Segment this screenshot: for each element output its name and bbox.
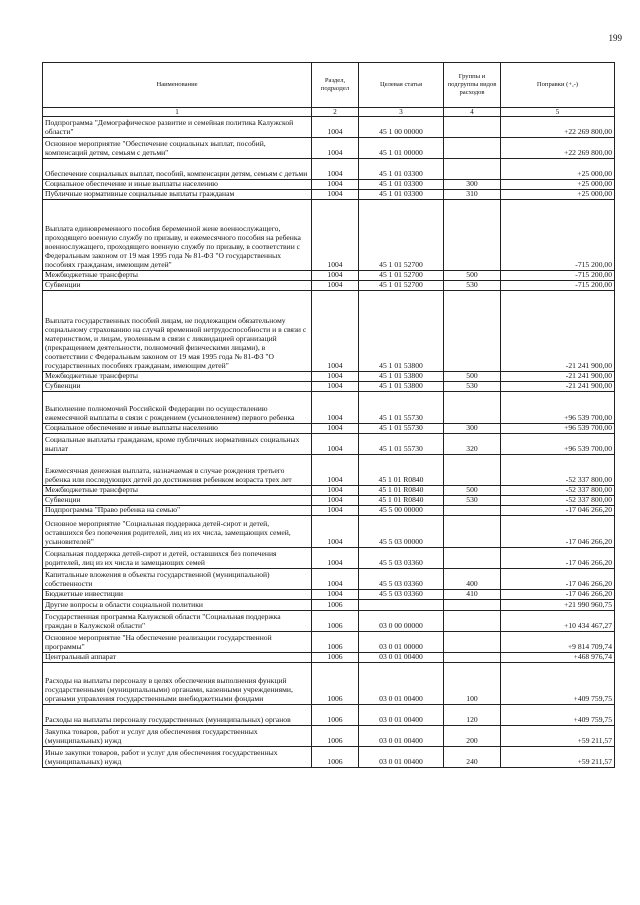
page-number: 199 [608, 33, 622, 43]
row-article: 03 0 01 00400 [359, 653, 444, 663]
column-number: 1 [43, 108, 312, 117]
row-section: 1004 [312, 424, 359, 434]
row-article: 03 0 01 00000 [359, 632, 444, 653]
row-name: Подпрограмма "Право ребенка на семью" [43, 506, 312, 516]
table-row [43, 455, 615, 486]
table-row [43, 486, 615, 496]
row-amount: +25 000,00 [501, 180, 615, 190]
row-article: 45 1 01 55730 [359, 424, 444, 434]
row-section: 1006 [312, 705, 359, 726]
row-expense-type [444, 138, 501, 159]
row-section: 1004 [312, 159, 359, 180]
table-row [43, 392, 615, 424]
row-name: Межбюджетные трансферты [43, 372, 312, 382]
row-section: 1006 [312, 632, 359, 653]
row-amount: +409 759,75 [501, 663, 615, 705]
table-row [43, 611, 615, 632]
row-article: 45 1 01 52700 [359, 200, 444, 271]
row-amount: -715 200,00 [501, 281, 615, 291]
row-expense-type: 530 [444, 496, 501, 506]
column-number: 2 [312, 108, 359, 117]
row-section: 1006 [312, 600, 359, 611]
table-row [43, 747, 615, 768]
row-amount: +10 434 467,27 [501, 611, 615, 632]
row-expense-type [444, 506, 501, 516]
row-expense-type: 300 [444, 424, 501, 434]
row-section: 1004 [312, 190, 359, 200]
row-amount: +59 211,57 [501, 747, 615, 768]
row-name: Социальная поддержка детей-сирот и детей, оставшихся без попечения родителей, лиц из их числа и замещающих семей [43, 548, 312, 569]
row-section: 1004 [312, 548, 359, 569]
row-amount: +22 269 800,00 [501, 117, 615, 138]
table-row [43, 653, 615, 663]
row-article: 45 1 00 00000 [359, 117, 444, 138]
row-amount: -17 046 266,20 [501, 590, 615, 600]
row-expense-type: 120 [444, 705, 501, 726]
row-section: 1006 [312, 747, 359, 768]
row-amount: -21 241 900,00 [501, 291, 615, 372]
row-article: 03 0 01 00400 [359, 726, 444, 747]
row-section: 1006 [312, 663, 359, 705]
row-name: Основное мероприятие "Обеспечение социальных выплат, пособий, компенсаций детям, семьям с детьми" [43, 138, 312, 159]
row-name: Центральный аппарат [43, 653, 312, 663]
row-expense-type: 500 [444, 372, 501, 382]
table-row [43, 516, 615, 548]
row-article: 45 1 01 03300 [359, 180, 444, 190]
row-article: 03 0 01 00400 [359, 747, 444, 768]
row-name: Капитальные вложения в объекты государственной (муниципальной) собственности [43, 569, 312, 590]
row-name: Социальное обеспечение и иные выплаты населению [43, 424, 312, 434]
row-article: 45 1 01 00000 [359, 138, 444, 159]
row-amount: +9 814 709,74 [501, 632, 615, 653]
row-expense-type [444, 653, 501, 663]
row-expense-type [444, 455, 501, 486]
table-row [43, 200, 615, 271]
row-amount: +59 211,57 [501, 726, 615, 747]
table-row [43, 663, 615, 705]
row-name: Государственная программа Калужской области "Социальная поддержка граждан в Калужской области" [43, 611, 312, 632]
row-amount: -715 200,00 [501, 271, 615, 281]
table-row [43, 705, 615, 726]
row-section: 1004 [312, 291, 359, 372]
table-row [43, 138, 615, 159]
table-row [43, 496, 615, 506]
row-name: Субвенции [43, 382, 312, 392]
row-section: 1006 [312, 653, 359, 663]
table-row [43, 117, 615, 138]
row-article: 45 5 03 00000 [359, 516, 444, 548]
row-section: 1004 [312, 486, 359, 496]
row-name: Выплата государственных пособий лицам, не подлежащим обязательному социальному страхованию на случай временной нетрудоспособности и в связи с материнством, и лицам, уволенным в связи с ликвидацией организаций (прекращением деятельности, полномочий физическими лицами), в соответствии с Федеральным законом от 19 мая 1995 года № 81-ФЗ "О государственных пособиях гражданам, имеющим детей" [43, 291, 312, 372]
table-row [43, 590, 615, 600]
column-number: 3 [359, 108, 444, 117]
table-row [43, 548, 615, 569]
row-expense-type [444, 291, 501, 372]
row-amount: -17 046 266,20 [501, 506, 615, 516]
row-name: Субвенции [43, 496, 312, 506]
row-amount: +96 539 700,00 [501, 434, 615, 455]
table-row [43, 382, 615, 392]
row-expense-type [444, 117, 501, 138]
row-name: Межбюджетные трансферты [43, 271, 312, 281]
row-amount: +468 976,74 [501, 653, 615, 663]
row-expense-type: 500 [444, 271, 501, 281]
row-article: 45 1 01 52700 [359, 281, 444, 291]
row-name: Основное мероприятие "Социальная поддержка детей-сирот и детей, оставшихся без попечения родителей, лиц из их числа, замещающих семей, усыновителей" [43, 516, 312, 548]
row-amount: +96 539 700,00 [501, 392, 615, 424]
row-expense-type: 300 [444, 180, 501, 190]
row-expense-type [444, 600, 501, 611]
row-expense-type: 410 [444, 590, 501, 600]
row-name: Публичные нормативные социальные выплаты гражданам [43, 190, 312, 200]
row-section: 1004 [312, 281, 359, 291]
row-section: 1004 [312, 590, 359, 600]
row-section: 1004 [312, 138, 359, 159]
row-name: Обеспечение социальных выплат, пособий, компенсации детям, семьям с детьми [43, 159, 312, 180]
row-article: 03 0 00 00000 [359, 611, 444, 632]
row-name: Другие вопросы в области социальной политики [43, 600, 312, 611]
row-article: 45 1 01 03300 [359, 159, 444, 180]
row-name: Подпрограмма "Демографическое развитие и семейная политика Калужской области" [43, 117, 312, 138]
table-row [43, 424, 615, 434]
row-section: 1004 [312, 569, 359, 590]
row-article: 45 1 01 R0840 [359, 486, 444, 496]
row-expense-type [444, 548, 501, 569]
row-section: 1004 [312, 496, 359, 506]
table-row [43, 281, 615, 291]
row-amount: -52 337 800,00 [501, 496, 615, 506]
row-name: Основное мероприятие "На обеспечение реализации государственной программы" [43, 632, 312, 653]
row-expense-type: 100 [444, 663, 501, 705]
row-article: 03 0 01 00400 [359, 705, 444, 726]
row-expense-type: 200 [444, 726, 501, 747]
row-section: 1004 [312, 117, 359, 138]
table-row [43, 372, 615, 382]
row-expense-type [444, 200, 501, 271]
row-amount: +409 759,75 [501, 705, 615, 726]
row-article: 45 1 01 53800 [359, 372, 444, 382]
row-article: 45 1 01 52700 [359, 271, 444, 281]
row-article: 45 5 03 03360 [359, 548, 444, 569]
row-amount: -715 200,00 [501, 200, 615, 271]
row-article: 45 1 01 03300 [359, 190, 444, 200]
header-name: Наименование [43, 63, 312, 108]
row-expense-type: 530 [444, 382, 501, 392]
row-expense-type [444, 159, 501, 180]
table-row [43, 434, 615, 455]
table-header-row [43, 63, 615, 108]
column-number-row [43, 108, 615, 117]
row-section: 1004 [312, 372, 359, 382]
row-amount: -21 241 900,00 [501, 372, 615, 382]
row-amount: +22 269 800,00 [501, 138, 615, 159]
row-article: 45 5 03 03360 [359, 590, 444, 600]
header-article: Целевая статья [359, 63, 444, 108]
row-name: Закупка товаров, работ и услуг для обеспечения государственных (муниципальных) нужд [43, 726, 312, 747]
table-row [43, 159, 615, 180]
row-name: Иные закупки товаров, работ и услуг для обеспечения государственных (муниципальных) нужд [43, 747, 312, 768]
row-amount: +96 539 700,00 [501, 424, 615, 434]
table-row [43, 506, 615, 516]
row-name: Ежемесячная денежная выплата, назначаемая в случае рождения третьего ребенка или последующих детей до достижения ребенком возраста трех лет [43, 455, 312, 486]
row-section: 1006 [312, 726, 359, 747]
table-row [43, 291, 615, 372]
row-section: 1004 [312, 434, 359, 455]
row-section: 1004 [312, 271, 359, 281]
row-amount: -21 241 900,00 [501, 382, 615, 392]
row-section: 1004 [312, 455, 359, 486]
header-expense-type: Группы и подгруппы видов расходов [444, 63, 501, 108]
row-expense-type [444, 516, 501, 548]
row-section: 1004 [312, 516, 359, 548]
row-section: 1004 [312, 200, 359, 271]
row-article: 45 5 03 03360 [359, 569, 444, 590]
row-article: 45 1 01 R0840 [359, 496, 444, 506]
row-article: 45 1 01 55730 [359, 434, 444, 455]
row-article: 45 5 00 00000 [359, 506, 444, 516]
row-amount: -17 046 266,20 [501, 548, 615, 569]
row-name: Расходы на выплаты персоналу в целях обеспечения выполнения функций государственными (муниципальными) органами, казенными учреждениями, органами управления государственными внебюджетными фондами [43, 663, 312, 705]
row-article: 45 1 01 53800 [359, 291, 444, 372]
column-number: 4 [444, 108, 501, 117]
row-name: Социальные выплаты гражданам, кроме публичных нормативных социальных выплат [43, 434, 312, 455]
row-expense-type: 530 [444, 281, 501, 291]
row-amount: +25 000,00 [501, 190, 615, 200]
table-row [43, 632, 615, 653]
row-name: Социальное обеспечение и иные выплаты населению [43, 180, 312, 190]
row-name: Выполнение полномочий Российской Федерации по осуществлению ежемесячной выплаты в связи с рождением (усыновлением) первого ребенка [43, 392, 312, 424]
table-row [43, 190, 615, 200]
row-expense-type [444, 392, 501, 424]
row-name: Субвенции [43, 281, 312, 291]
row-expense-type: 310 [444, 190, 501, 200]
row-article: 03 0 01 00400 [359, 663, 444, 705]
row-amount: -52 337 800,00 [501, 455, 615, 486]
row-article [359, 600, 444, 611]
row-article: 45 1 01 53800 [359, 382, 444, 392]
row-expense-type [444, 632, 501, 653]
row-name: Бюджетные инвестиции [43, 590, 312, 600]
table-row [43, 569, 615, 590]
budget-amendments-table [42, 62, 615, 768]
row-section: 1004 [312, 506, 359, 516]
table-row [43, 726, 615, 747]
row-section: 1004 [312, 392, 359, 424]
row-section: 1004 [312, 180, 359, 190]
row-amount: +25 000,00 [501, 159, 615, 180]
column-number: 5 [501, 108, 615, 117]
row-article: 45 1 01 55730 [359, 392, 444, 424]
row-amount: -17 046 266,20 [501, 569, 615, 590]
table-row [43, 271, 615, 281]
row-amount: +21 990 960,75 [501, 600, 615, 611]
header-amendment: Поправки (+,-) [501, 63, 615, 108]
row-section: 1006 [312, 611, 359, 632]
row-expense-type: 320 [444, 434, 501, 455]
row-section: 1004 [312, 382, 359, 392]
table-row [43, 180, 615, 190]
row-expense-type: 400 [444, 569, 501, 590]
row-expense-type [444, 611, 501, 632]
row-expense-type: 500 [444, 486, 501, 496]
row-amount: -17 046 266,20 [501, 516, 615, 548]
row-name: Выплата единовременного пособия беременной жене военнослужащего, проходящего военную службу по призыву, и ежемесячного пособия на ребенка военнослужащего, проходящего военную службу по призыву, в соответствии с Федеральным законом от 19 мая 1995 года № 81-ФЗ "О государственных пособиях гражданам, имеющим детей" [43, 200, 312, 271]
row-expense-type: 240 [444, 747, 501, 768]
header-section: Раздел, подраздел [312, 63, 359, 108]
row-name: Расходы на выплаты персоналу государственных (муниципальных) органов [43, 705, 312, 726]
table-row [43, 600, 615, 611]
row-name: Межбюджетные трансферты [43, 486, 312, 496]
row-article: 45 1 01 R0840 [359, 455, 444, 486]
row-amount: -52 337 800,00 [501, 486, 615, 496]
